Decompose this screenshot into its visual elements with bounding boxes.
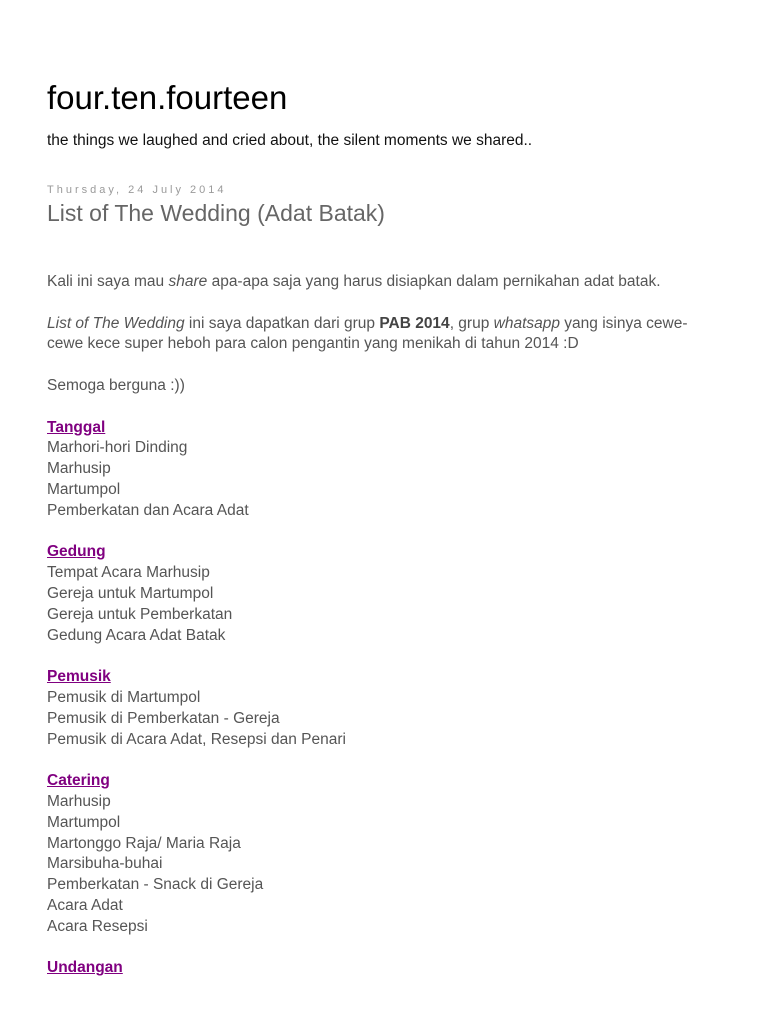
list-item: Acara Resepsi [47, 917, 148, 935]
intro-text: yang isinya cewe-cewe kece super heboh para calon pengantin yang menikah di tahun 2014 :D [47, 314, 688, 353]
list-item: Marhori-hori Dinding [47, 439, 188, 457]
list-item: Gereja untuk Martumpol [47, 584, 214, 602]
post-body [47, 272, 717, 979]
list-item: Marhusip [47, 460, 111, 478]
list-item: Tempat Acara Marhusip [47, 564, 210, 582]
blog-description: the things we laughed and cried about, the silent moments we shared.. [47, 132, 533, 149]
section-block [47, 542, 717, 646]
section-heading-link[interactable]: Tanggal [47, 418, 106, 436]
list-item: Pemusik di Acara Adat, Resepsi dan Penari [47, 730, 346, 748]
post-date: Thursday, 24 July 2014 [47, 184, 227, 196]
section-heading-link[interactable]: Pemusik [47, 668, 111, 686]
intro-text: , grup [449, 314, 494, 332]
section-block [47, 958, 717, 979]
list-item: Martumpol [47, 813, 121, 831]
intro-text: ini saya dapatkan dari grup [184, 314, 380, 332]
list-item: Pemusik di Pemberkatan - Gereja [47, 709, 280, 727]
section-heading-link[interactable]: Gedung [47, 543, 106, 561]
list-item: Pemberkatan - Snack di Gereja [47, 876, 264, 894]
section-block [47, 771, 717, 937]
intro-emphasis: whatsapp [493, 314, 560, 332]
intro-text: Kali ini saya mau [47, 273, 169, 290]
section-heading [47, 667, 717, 688]
list-item: Gereja untuk Pemberkatan [47, 605, 233, 623]
intro-paragraph-2 [47, 314, 717, 356]
list-item: Martonggo Raja/ Maria Raja [47, 834, 241, 852]
list-item: Martumpol [47, 480, 121, 498]
intro-paragraph-1 [47, 272, 717, 293]
intro-emphasis: share [168, 273, 208, 290]
section-block [47, 418, 717, 522]
intro-text: apa-apa saja yang harus disiapkan dalam pernikahan adat batak. [207, 273, 661, 290]
section-heading [47, 958, 717, 979]
section-heading [47, 418, 717, 439]
list-item: Pemberkatan dan Acara Adat [47, 501, 249, 519]
post-title[interactable]: List of The Wedding (Adat Batak) [47, 200, 385, 226]
list-item: Acara Adat [47, 896, 123, 914]
section-heading [47, 542, 717, 563]
list-item: Marhusip [47, 792, 111, 810]
blog-title[interactable]: four.ten.fourteen [47, 79, 288, 116]
section-heading-link[interactable]: Catering [47, 772, 110, 790]
section-block [47, 667, 717, 750]
list-item: Gedung Acara Adat Batak [47, 626, 226, 644]
sections-container [47, 418, 717, 980]
section-heading-link[interactable]: Undangan [47, 959, 123, 977]
intro-paragraph-3: Semoga berguna :)) [47, 376, 185, 394]
list-item: Pemusik di Martumpol [47, 688, 201, 706]
section-heading [47, 771, 717, 792]
list-item: Marsibuha-buhai [47, 855, 163, 873]
intro-strong: PAB 2014 [379, 314, 450, 332]
intro-emphasis: List of The Wedding [47, 314, 185, 332]
